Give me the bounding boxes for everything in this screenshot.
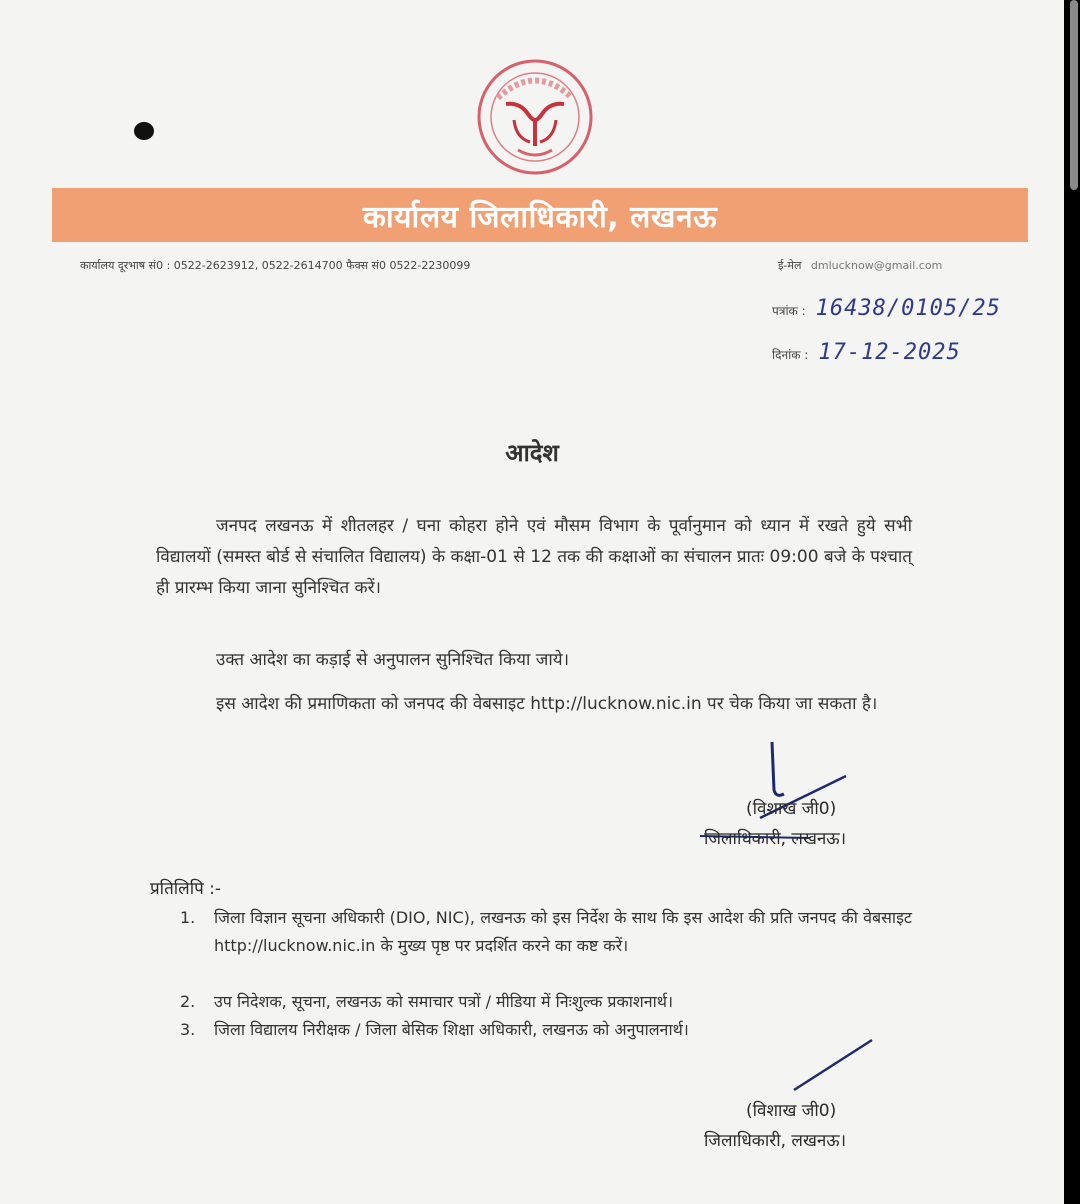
- email-label: ई-मेल: [778, 259, 802, 272]
- email-address: dmlucknow@gmail.com: [810, 259, 943, 272]
- handwritten-initials: [790, 1036, 880, 1096]
- order-paragraph-3: इस आदेश की प्रमाणिकता को जनपद की वेबसाइट http://lucknow.nic.in पर चेक किया जा सकता है।: [216, 694, 878, 714]
- ref-value: 16438/0105/25: [815, 296, 1001, 321]
- order-heading: आदेश: [505, 439, 559, 467]
- reference-number: [772, 296, 1001, 321]
- up-government-emblem: [474, 58, 596, 176]
- copy-item-text: उप निदेशक, सूचना, लखनऊ को समाचार पत्रों / मीडिया में निःशुल्क प्रकाशनार्थ।: [214, 992, 674, 1011]
- copy-item-text: जिला विज्ञान सूचना अधिकारी (DIO, NIC), लखनऊ को इस निर्देश के साथ कि इस आदेश की प्रति जनपद की वेबसाइट http://lucknow.nic.in के मुख्य पृष्ठ पर प्रदर्शित करने का कष्ट करें।: [214, 908, 912, 955]
- signature-2-name: (विशाख जी0): [746, 1101, 837, 1121]
- office-title: कार्यालय जिलाधिकारी, लखनऊ: [362, 199, 718, 235]
- signature-2-designation: जिलाधिकारी, लखनऊ।: [704, 1131, 847, 1151]
- email-line: [778, 258, 942, 273]
- signature-name: (विशाख जी0): [746, 799, 837, 819]
- date-label: दिनांक :: [772, 348, 809, 362]
- copy-to-heading: प्रतिलिपि :-: [150, 879, 222, 899]
- ink-dot: [134, 122, 154, 140]
- copy-item-2: [180, 988, 912, 1016]
- scrollbar[interactable]: [1070, 0, 1078, 190]
- copy-item-number: 1.: [180, 908, 196, 927]
- date-value: 17-12-2025: [818, 340, 961, 365]
- order-paragraph-1: जनपद लखनऊ में शीतलहर / घना कोहरा होने एवं मौसम विभाग के पूर्वानुमान को ध्यान में रखते हुये सभी विद्यालयों (समस्त बोर्ड से संचालित विद्यालय) के कक्षा-01 से 12 तक की कक्षाओं का संचालन प्रातः 09:00 बजे के पश्चात् ही प्रारम्भ किया जाना सुनिश्चित करें।: [156, 516, 912, 598]
- copy-item-text: जिला विद्यालय निरीक्षक / जिला बेसिक शिक्षा अधिकारी, लखनऊ को अनुपालनार्थ।: [214, 1020, 689, 1039]
- contact-numbers: कार्यालय दूरभाष सं0 : 0522-2623912, 0522-2614700 फैक्स सं0 0522-2230099: [80, 259, 471, 272]
- date-line: [772, 340, 961, 365]
- order-paragraph-2: उक्त आदेश का कड़ाई से अनुपालन सुनिश्चित किया जाये।: [216, 650, 570, 670]
- ref-label: पत्रांक :: [772, 304, 806, 318]
- office-banner: [52, 188, 1028, 242]
- copy-item-number: 3.: [180, 1020, 196, 1039]
- copy-item-number: 2.: [180, 992, 196, 1011]
- copy-item-1: [180, 904, 912, 960]
- signature-designation: जिलाधिकारी, लखनऊ।: [704, 829, 847, 849]
